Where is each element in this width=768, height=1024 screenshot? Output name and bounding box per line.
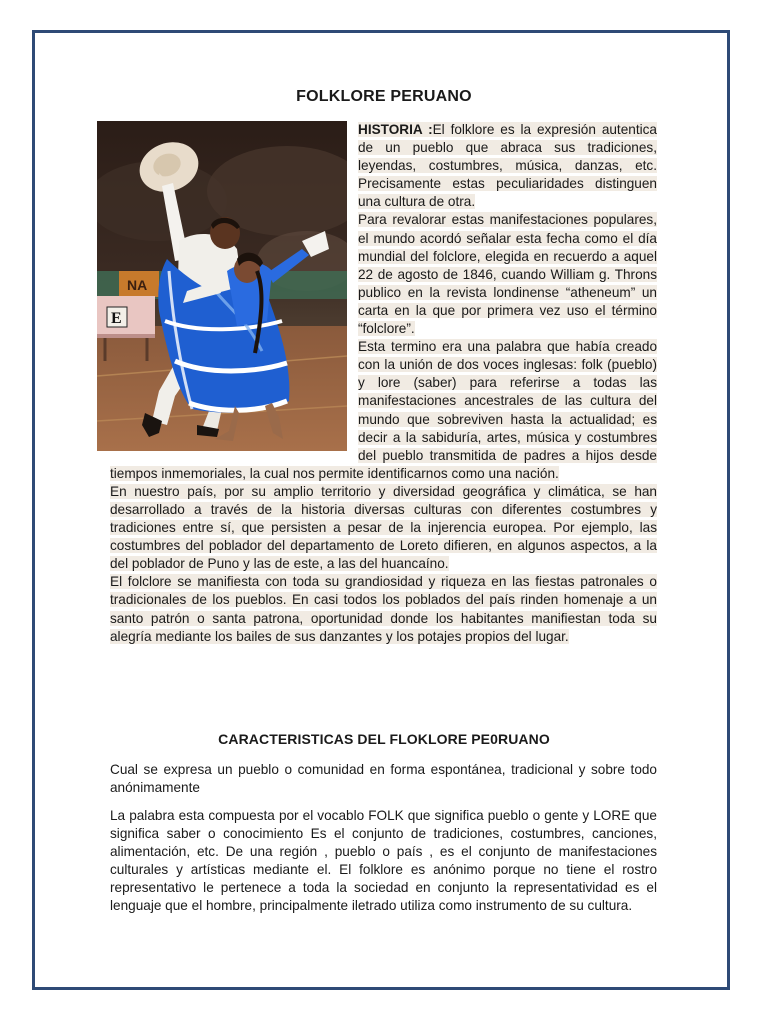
sign-letter: E: [111, 310, 122, 327]
historia-label: HISTORIA :: [358, 122, 433, 137]
historia-text-3: Esta termino era una palabra que había creado con la unión de dos voces inglesas: folk (pueblo) y lore (saber) para referirse a todas las manifestaciones ancestrales de las cultura del mundo que sobreviven hasta la actualidad; es decir a la sabiduría, artes, música y costumbres del pueblo transmitida de padres a hijos desde tiempos inmemoriales, la cual nos permite identificarnos como una nación.: [110, 339, 657, 481]
historia-text-1: El folklore es la expresión autentica de un pueblo que abraca sus tradiciones, leyendas, costumbres, música, danzas, etc. Precisamente estas peculiaridades distinguen una cultura de otra.: [358, 122, 657, 210]
caracteristicas-paragraph-2: La palabra esta compuesta por el vocablo FOLK que significa pueblo o gente y LORE que significa saber o conocimiento Es el conjunto de tradiciones, costumbres, canciones, alimentación, etc. De una región , pueblo o país , es el conjunto de manifestaciones culturales y artísticas mediante el. El folklore es anónimo porque no tiene el rostro representativo le pertenece a toda la sociedad en conjunto la representatividad es el lenguaje que el hombre, principalmente iletrado utiliza como instrumento de su cultura.: [110, 808, 657, 914]
historia-text-5: El folclore se manifiesta con toda su grandiosidad y riqueza en las fiestas patronales o tradicionales de los pueblos. En casi todos los poblados del país rinden homenaje a un santo patrón o santa patrona, oportunidad donde los habitantes manifiestan toda su alegría mediante los bailes de sus danzantes y los potajes propios del lugar.: [110, 574, 657, 644]
section-heading: CARACTERISTICAS DEL FLOKLORE PE0RUANO: [218, 731, 550, 747]
historia-text-4: En nuestro país, por su amplio territorio y diversidad geográfica y climática, se han desarrollado a través de la historia diversas culturas con diferentes costumbres y tradiciones entre sí, que persisten a pesar de la injerencia europea. Por ejemplo, las costumbres del poblador del departamento de Loreto difieren, en algunos aspectos, a la del poblador de Puno y las de este, a las del huancaíno.: [110, 483, 657, 572]
historia-paragraph-5: [110, 573, 657, 645]
page-title: FOLKLORE PERUANO: [296, 88, 472, 105]
historia-section: [110, 121, 657, 646]
photo-float-spacer: [110, 121, 358, 453]
caracteristicas-paragraph-1: Cual se expresa un pueblo o comunidad en forma espontánea, tradicional y sobre todo anónimamente: [110, 762, 657, 796]
banner-text: NA: [127, 277, 148, 293]
historia-paragraph-4: [110, 483, 657, 573]
historia-text-2: Para revalorar estas manifestaciones populares, el mundo acordó señalar esta fecha como el día mundial del folclore, elegida en recuerdo a aquel 22 de agosto de 1846, cuando William g. Throns publico en la revista londinense “atheneum” un carta en la que por primera vez uso el término “folclore”.: [358, 212, 657, 337]
